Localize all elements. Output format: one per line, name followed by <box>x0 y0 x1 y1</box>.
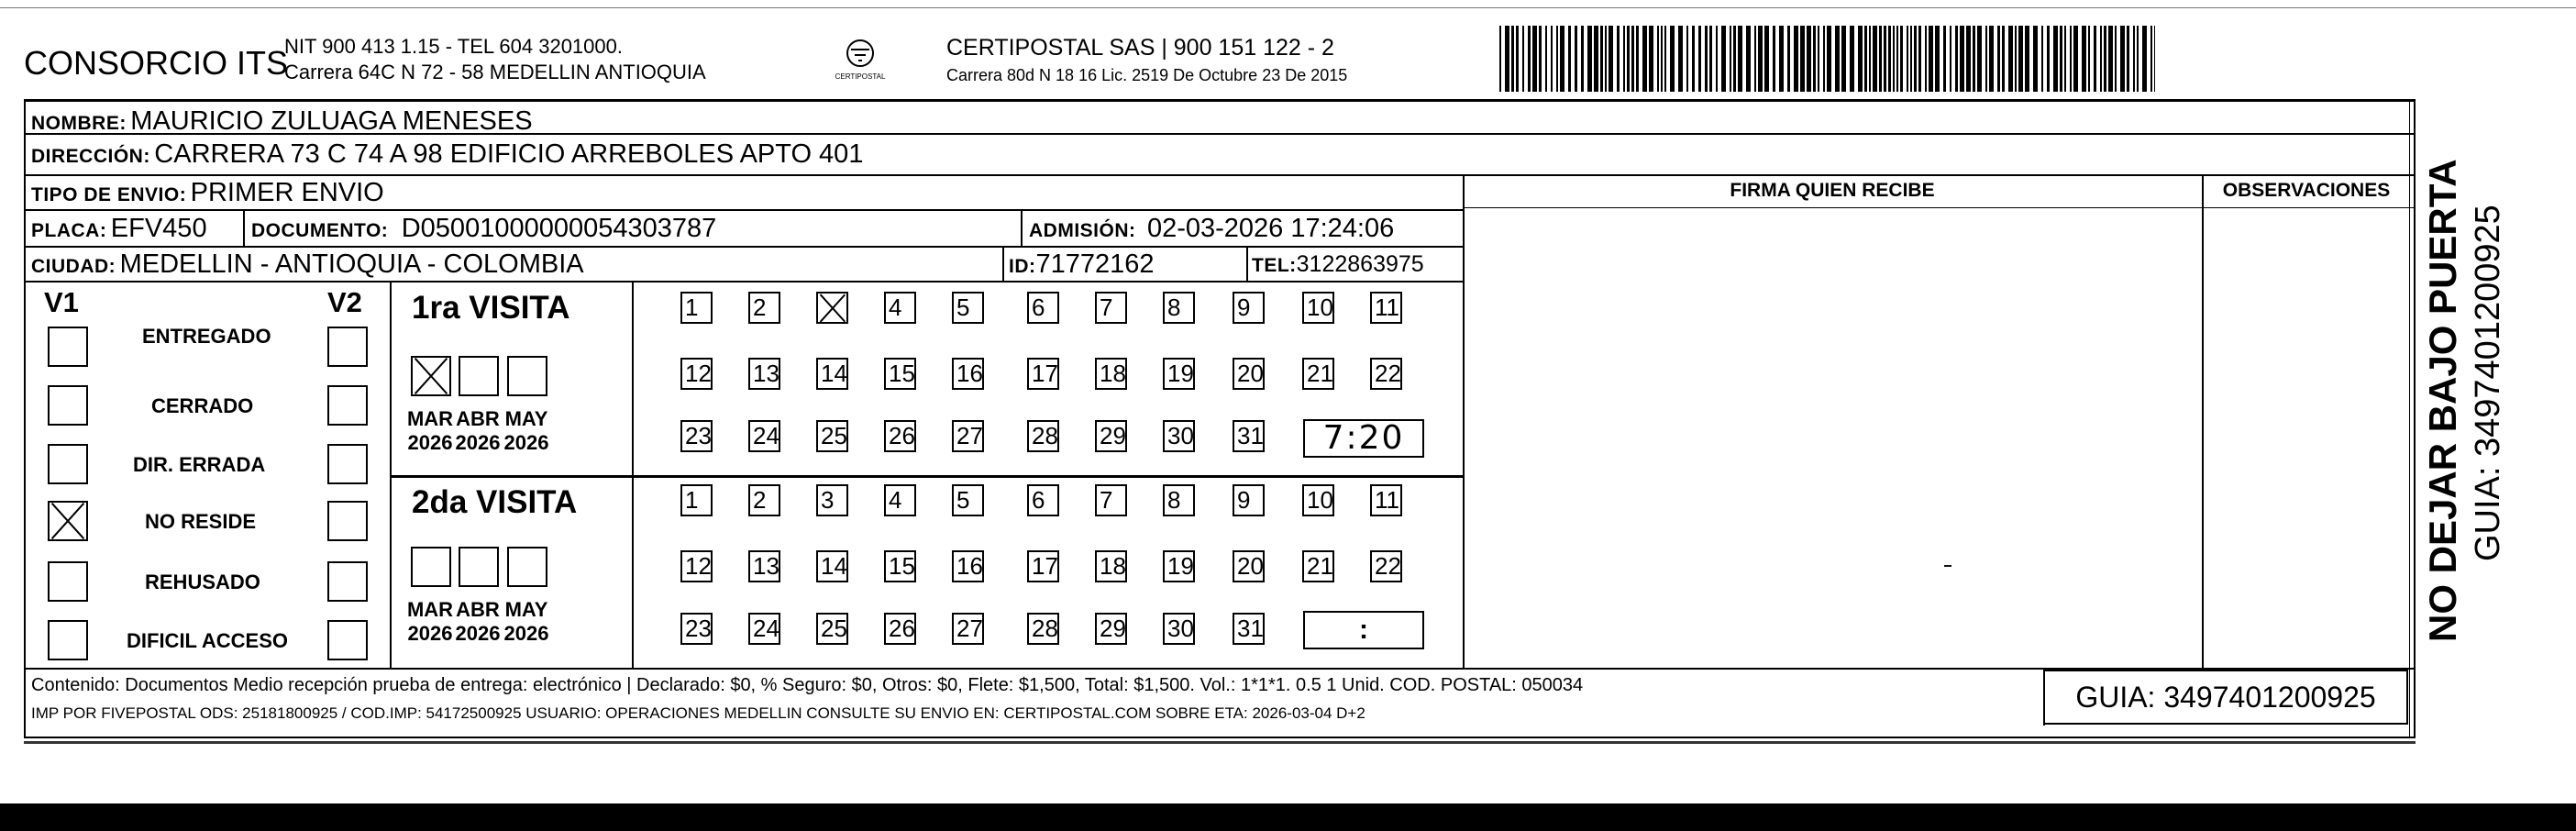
day-box[interactable]: 16 <box>952 550 984 582</box>
nombre-row <box>31 106 533 137</box>
day-box[interactable]: 5 <box>952 484 984 516</box>
v1-checkbox[interactable] <box>48 385 88 426</box>
month-label: MAR <box>406 598 454 621</box>
barcode-bar <box>1997 26 2000 92</box>
barcode-bar <box>1966 26 1971 92</box>
barcode-bar <box>1698 26 1701 92</box>
day-box[interactable]: 1 <box>680 292 713 324</box>
barcode-bar <box>1686 26 1688 92</box>
barcode-bar <box>1721 26 1726 92</box>
day-box[interactable]: 8 <box>1163 484 1195 516</box>
barcode-bar <box>2104 26 2106 92</box>
day-box[interactable]: 9 <box>1233 292 1265 324</box>
day-box[interactable]: 24 <box>748 420 780 452</box>
day-box[interactable]: 12 <box>680 550 713 582</box>
day-box[interactable]: 30 <box>1163 613 1195 645</box>
barcode-bar <box>2133 26 2135 92</box>
imp-line: IMP POR FIVEPOSTAL ODS: 25181800925 / COD.IMP: 54172500925 USUARIO: OPERACIONES MEDELLIN CONSULTE SU ENVIO EN: CERTIPOSTAL.COM SOBRE ETA: 2026-03-04 D+2 <box>31 704 1365 722</box>
day-box[interactable]: 21 <box>1302 550 1334 582</box>
barcode-bar <box>2033 26 2038 92</box>
day-box[interactable]: 11 <box>1370 292 1402 324</box>
barcode-bar <box>2088 26 2090 92</box>
barcode-bar <box>1627 26 1630 92</box>
tipo-value: PRIMER ENVIO <box>190 178 384 207</box>
barcode-bar <box>1900 26 1903 92</box>
certipostal-logo <box>835 35 886 91</box>
barcode-bar <box>1893 26 1895 92</box>
barcode-bar <box>1499 26 1501 92</box>
barcode-bar <box>1787 26 1790 92</box>
barcode-bar <box>1568 26 1571 92</box>
day-box[interactable]: 25 <box>816 613 848 645</box>
v1-checkbox[interactable] <box>48 327 88 367</box>
v2-header: V2 <box>327 286 362 318</box>
barcode-bar <box>2073 26 2078 92</box>
day-box[interactable]: 25 <box>816 420 848 452</box>
signature-area[interactable] <box>1463 209 2202 668</box>
bottom-bar <box>0 803 2576 831</box>
v2-checkbox[interactable] <box>327 444 368 484</box>
barcode-bar <box>1925 26 1927 92</box>
day-box[interactable]: 28 <box>1027 613 1059 645</box>
placa-label: PLACA: <box>31 220 107 241</box>
visit1-time-box[interactable]: 7:20 <box>1303 419 1424 458</box>
status-label: REHUSADO <box>145 571 260 593</box>
bottom-rule <box>24 741 2416 744</box>
day-box[interactable]: 21 <box>1302 358 1334 390</box>
v1-checkbox[interactable] <box>48 561 88 602</box>
day-box[interactable]: 19 <box>1163 550 1195 582</box>
observations-area[interactable] <box>2204 209 2409 668</box>
day-box[interactable]: 27 <box>952 613 984 645</box>
top-edge <box>0 7 2576 8</box>
day-box[interactable]: 22 <box>1370 358 1402 390</box>
barcode-bar <box>1709 26 1712 92</box>
barcode-bar <box>1827 26 1831 92</box>
barcode-bar <box>1733 26 1736 92</box>
admision-row <box>1029 214 1394 244</box>
placa-value: EFV450 <box>110 214 207 243</box>
barcode-bar <box>1943 26 1946 92</box>
barcode-bar <box>2127 26 2129 92</box>
day-box[interactable]: 14 <box>816 358 848 390</box>
barcode-bar <box>1813 26 1816 92</box>
year-label: 2026 <box>407 622 453 645</box>
year-label: 2026 <box>407 431 453 454</box>
barcode <box>1499 26 2155 92</box>
documento-row <box>251 214 716 244</box>
barcode-bar <box>2047 26 2050 92</box>
barcode-bar <box>1794 26 1798 92</box>
license-line: Carrera 80d N 18 16 Lic. 2519 De Octubre 23 De 2015 <box>946 66 1348 84</box>
v1-checkbox[interactable] <box>48 620 88 660</box>
barcode-bar <box>2154 26 2155 92</box>
barcode-bar <box>2108 26 2113 92</box>
barcode-bar <box>2002 26 2005 92</box>
year-label: 2026 <box>455 431 501 454</box>
direccion-label: DIRECCIÓN: <box>31 146 150 167</box>
month-label: ABR <box>456 598 500 621</box>
admision-value: 02-03-2026 17:24:06 <box>1146 214 1395 243</box>
barcode-bar <box>2142 26 2147 92</box>
barcode-bar <box>1730 26 1731 92</box>
day-box[interactable]: 19 <box>1163 358 1195 390</box>
barcode-bar <box>1873 26 1877 92</box>
barcode-bar <box>1907 26 1908 92</box>
month-checkbox[interactable] <box>459 547 499 587</box>
barcode-bar <box>1823 26 1825 92</box>
barcode-bar <box>1929 26 1933 92</box>
day-box[interactable]: 5 <box>952 292 984 324</box>
nit-line: NIT 900 413 1.15 - TEL 604 3201000. <box>284 35 623 58</box>
id-label: ID: <box>1009 256 1036 277</box>
barcode-bar <box>2115 26 2117 92</box>
v1-header: V1 <box>44 286 79 318</box>
day-box[interactable]: 20 <box>1233 550 1265 582</box>
month-checkbox[interactable] <box>459 356 499 396</box>
day-box[interactable]: 29 <box>1095 613 1127 645</box>
ciudad-label: CIUDAD: <box>31 256 116 277</box>
barcode-bar <box>1649 26 1653 92</box>
direccion-row <box>31 139 863 170</box>
barcode-bar <box>1864 26 1867 92</box>
company-name: CONSORCIO ITS <box>24 44 289 82</box>
barcode-bar <box>2025 26 2029 92</box>
v1-checkbox[interactable] <box>48 501 88 541</box>
logo-text: CERTIPOSTAL <box>835 72 886 81</box>
barcode-bar <box>1807 26 1811 92</box>
barcode-bar <box>1884 26 1886 92</box>
day-box[interactable]: 26 <box>884 613 916 645</box>
v2-checkbox[interactable] <box>327 561 368 602</box>
barcode-bar <box>1738 26 1742 92</box>
day-box[interactable]: 4 <box>884 292 916 324</box>
barcode-bar <box>1705 26 1708 92</box>
day-box[interactable]: 17 <box>1027 550 1059 582</box>
day-box[interactable]: 23 <box>680 420 713 452</box>
barcode-bar <box>1879 26 1882 92</box>
barcode-bar <box>1636 26 1639 92</box>
month-checkbox[interactable] <box>411 547 451 587</box>
barcode-bar <box>1631 26 1634 92</box>
barcode-bar <box>1528 26 1531 92</box>
barcode-bar <box>1692 26 1695 92</box>
day-box[interactable]: 10 <box>1302 292 1334 324</box>
day-box[interactable]: 23 <box>680 613 713 645</box>
barcode-bar <box>1955 26 1958 92</box>
side-guia: GUIA: 3497401200925 <box>2469 205 2507 561</box>
barcode-bar <box>1661 26 1663 92</box>
barcode-bar <box>1764 26 1769 92</box>
month-label: ABR <box>456 407 500 430</box>
barcode-bar <box>1556 26 1558 92</box>
barcode-bar <box>1532 26 1537 92</box>
firma-header: FIRMA QUIEN RECIBE <box>1730 180 1935 201</box>
barcode-bar <box>1623 26 1625 92</box>
day-box[interactable]: 17 <box>1027 358 1059 390</box>
barcode-bar <box>1914 26 1917 92</box>
barcode-bar <box>1973 26 1975 92</box>
tipo-row <box>31 178 384 208</box>
year-label: 2026 <box>455 622 501 645</box>
barcode-bar <box>2082 26 2086 92</box>
barcode-bar <box>1642 26 1647 92</box>
barcode-bar <box>1746 26 1751 92</box>
barcode-bar <box>2150 26 2152 92</box>
barcode-bar <box>1581 26 1584 92</box>
barcode-bar <box>1664 26 1666 92</box>
day-box[interactable]: 12 <box>680 358 713 390</box>
ciudad-value: MEDELLIN - ANTIOQUIA - COLOMBIA <box>119 249 584 279</box>
visit2-time-box[interactable]: : <box>1303 611 1424 649</box>
day-box[interactable]: 15 <box>884 358 916 390</box>
barcode-bar <box>2041 26 2043 92</box>
barcode-bar <box>1888 26 1891 92</box>
day-box[interactable]: 14 <box>816 550 848 582</box>
tipo-label: TIPO DE ENVIO: <box>31 184 187 205</box>
barcode-bar <box>1617 26 1620 92</box>
barcode-bar <box>1516 26 1519 92</box>
barcode-bar <box>1896 26 1898 92</box>
admision-label: ADMISIÓN: <box>1029 220 1136 241</box>
v2-checkbox[interactable] <box>327 385 368 426</box>
documento-value: D05001000000054303787 <box>401 214 717 243</box>
certipostal-line: CERTIPOSTAL SAS | 900 151 122 - 2 <box>946 35 1334 61</box>
day-box[interactable]: 29 <box>1095 420 1127 452</box>
v2-checkbox[interactable] <box>327 620 368 660</box>
barcode-bar <box>2137 26 2139 92</box>
barcode-bar <box>1835 26 1840 92</box>
barcode-bar <box>1670 26 1675 92</box>
barcode-bar <box>1869 26 1871 92</box>
observaciones-header: OBSERVACIONES <box>2222 180 2391 201</box>
id-row <box>1009 249 1155 280</box>
ciudad-row <box>31 249 584 280</box>
day-box[interactable]: 15 <box>884 550 916 582</box>
barcode-bar <box>1989 26 1994 92</box>
barcode-bar <box>1545 26 1547 92</box>
contenido-line: Contenido: Documentos Medio recepción prueba de entrega: electrónico | Declarado: $0, % Seguro: $0, Otros: $0, Flete: $1,500, Total: $1,500. Vol.: 1*1*1. 0.5 1 Unid. COD. POSTAL: 050034 <box>31 675 1584 695</box>
barcode-bar <box>1918 26 1921 92</box>
day-box[interactable]: 6 <box>1027 484 1059 516</box>
status-label: CERRADO <box>151 394 254 417</box>
barcode-bar <box>2100 26 2102 92</box>
day-box[interactable]: 4 <box>884 484 916 516</box>
status-label: NO RESIDE <box>145 510 257 533</box>
status-label: ENTREGADO <box>142 325 271 348</box>
barcode-bar <box>1657 26 1659 92</box>
day-box[interactable]: 27 <box>952 420 984 452</box>
barcode-bar <box>1678 26 1683 92</box>
status-label: DIR. ERRADA <box>133 453 266 476</box>
barcode-bar <box>1539 26 1542 92</box>
nombre-value: MAURICIO ZULUAGA MENESES <box>130 106 533 136</box>
day-box[interactable]: 31 <box>1233 420 1265 452</box>
barcode-bar <box>2060 26 2062 92</box>
barcode-bar <box>1858 26 1863 92</box>
no-dejar-warning: NO DEJAR BAJO PUERTA <box>2421 159 2464 642</box>
barcode-bar <box>2015 26 2017 92</box>
barcode-bar <box>1818 26 1819 92</box>
day-box[interactable]: 31 <box>1233 613 1265 645</box>
barcode-bar <box>2120 26 2125 92</box>
day-box[interactable]: 6 <box>1027 292 1059 324</box>
barcode-bar <box>1841 26 1846 92</box>
barcode-bar <box>1950 26 1951 92</box>
month-label: MAY <box>504 598 548 621</box>
id-value: 71772162 <box>1035 249 1155 279</box>
guia-box: GUIA: 3497401200925 <box>2043 670 2408 725</box>
barcode-bar <box>1910 26 1912 92</box>
month-checkbox[interactable] <box>507 356 547 396</box>
day-box[interactable]: 22 <box>1370 550 1402 582</box>
day-box[interactable]: 18 <box>1095 550 1127 582</box>
barcode-bar <box>1977 26 1982 92</box>
barcode-bar <box>1551 26 1553 92</box>
month-label: MAY <box>504 407 548 430</box>
day-box[interactable]: 13 <box>748 358 780 390</box>
barcode-bar <box>1575 26 1577 92</box>
barcode-bar <box>1600 26 1603 92</box>
barcode-bar <box>1754 26 1756 92</box>
barcode-bar <box>1779 26 1784 92</box>
year-label: 2026 <box>503 431 549 454</box>
direccion-value: CARRERA 73 C 74 A 98 EDIFICIO ARREBOLES APTO 401 <box>154 139 864 169</box>
barcode-bar <box>1560 26 1564 92</box>
address-line: Carrera 64C N 72 - 58 MEDELLIN ANTIOQUIA <box>284 61 706 83</box>
barcode-bar <box>1609 26 1613 92</box>
day-box[interactable]: 24 <box>748 613 780 645</box>
month-checkbox[interactable] <box>507 547 547 587</box>
day-box[interactable]: 9 <box>1233 484 1265 516</box>
barcode-bar <box>1773 26 1775 92</box>
day-box[interactable]: 2 <box>748 484 780 516</box>
day-box[interactable]: 18 <box>1095 358 1127 390</box>
barcode-bar <box>1594 26 1598 92</box>
barcode-bar <box>1522 26 1524 92</box>
barcode-bar <box>1511 26 1514 92</box>
visit1-title: 1ra VISITA <box>412 290 570 326</box>
barcode-bar <box>1935 26 1940 92</box>
barcode-bar <box>1758 26 1763 92</box>
day-box[interactable]: 30 <box>1163 420 1195 452</box>
month-checkbox[interactable] <box>411 356 451 396</box>
day-box[interactable]: 13 <box>748 550 780 582</box>
day-box[interactable]: 11 <box>1370 484 1402 516</box>
day-box[interactable] <box>816 292 848 324</box>
barcode-bar <box>1850 26 1854 92</box>
barcode-bar <box>1960 26 1964 92</box>
status-label: DIFICIL ACCESO <box>127 629 289 652</box>
barcode-bar <box>1800 26 1805 92</box>
day-box[interactable]: 2 <box>748 292 780 324</box>
day-box[interactable]: 20 <box>1233 358 1265 390</box>
day-box[interactable]: 7 <box>1095 484 1127 516</box>
day-box[interactable]: 1 <box>680 484 713 516</box>
documento-label: DOCUMENTO: <box>251 220 389 241</box>
year-label: 2026 <box>503 622 549 645</box>
month-label: MAR <box>406 407 454 430</box>
barcode-bar <box>1716 26 1718 92</box>
tel-label: TEL: <box>1252 255 1297 276</box>
visit2-title: 2da VISITA <box>412 484 578 520</box>
day-box[interactable]: 8 <box>1163 292 1195 324</box>
barcode-bar <box>2053 26 2058 92</box>
barcode-bar <box>2070 26 2072 92</box>
day-box[interactable]: 28 <box>1027 420 1059 452</box>
barcode-bar <box>2094 26 2096 92</box>
barcode-bar <box>2008 26 2013 92</box>
placa-row <box>31 214 207 244</box>
barcode-bar <box>2064 26 2066 92</box>
v2-checkbox[interactable] <box>327 501 368 541</box>
day-box[interactable]: 16 <box>952 358 984 390</box>
barcode-bar <box>1985 26 1987 92</box>
v1-checkbox[interactable] <box>48 444 88 484</box>
day-box[interactable]: 7 <box>1095 292 1127 324</box>
tel-value: 3122863975 <box>1296 251 1424 277</box>
tel-row <box>1252 251 1424 278</box>
barcode-bar <box>1505 26 1509 92</box>
day-box[interactable]: 3 <box>816 484 848 516</box>
day-box[interactable]: 10 <box>1302 484 1334 516</box>
barcode-bar <box>1605 26 1607 92</box>
v2-checkbox[interactable] <box>327 327 368 367</box>
barcode-bar <box>1587 26 1592 92</box>
nombre-label: NOMBRE: <box>31 113 127 134</box>
barcode-bar <box>2018 26 2023 92</box>
day-box[interactable]: 26 <box>884 420 916 452</box>
